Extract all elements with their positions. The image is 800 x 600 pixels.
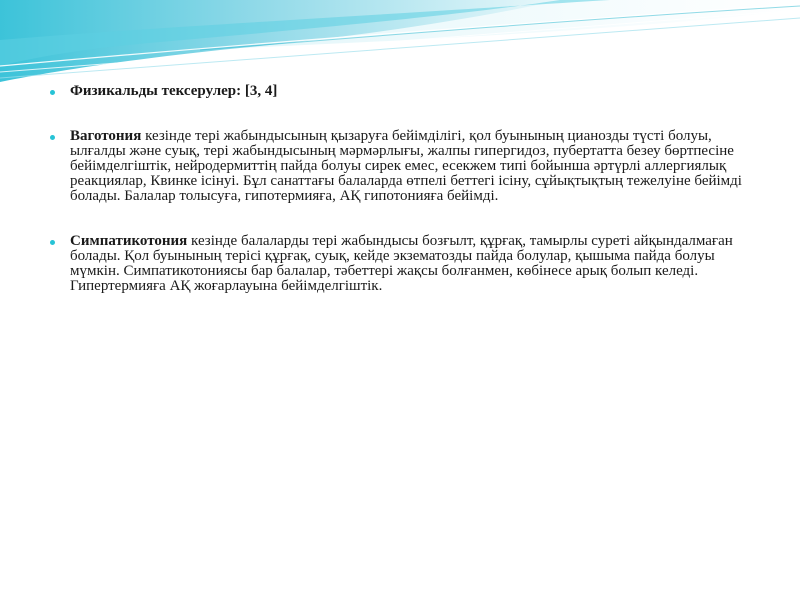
bullet-item-sympathicotonia [46, 234, 746, 294]
bullet-item-physical-exam [46, 84, 746, 99]
spacer [46, 219, 746, 234]
item-heading: Физикальды тексерулер: [3, 4] [70, 83, 278, 99]
item-text: кезінде балаларды тері жабындысы бозғылт, құрғақ, тамырлы суреті айқындалмаған болады. Қол буынының терісі құрғақ, суық, кейде экзематозды пайда болулар, қышыма пайда болуы мүмкін. Симпатикотониясы бар балалар, тәбеттері жақсы болғанмен, көбінесе арық болып келеді. Гипертермияға АҚ жоғарлауына бейімделгіштік. [70, 233, 733, 294]
item-heading: Симпатикотония [70, 233, 188, 249]
item-heading: Ваготония [70, 128, 142, 144]
bullet-icon [50, 90, 55, 95]
bullet-icon [50, 240, 55, 245]
bullet-item-vagotonia [46, 129, 746, 204]
spacer [46, 114, 746, 129]
item-paragraph [70, 129, 746, 204]
bullet-icon [50, 135, 55, 140]
item-paragraph [70, 234, 746, 294]
header-wave-decoration [0, 0, 800, 90]
item-paragraph [70, 84, 746, 99]
content-list [46, 84, 746, 309]
item-text: кезінде тері жабындысының қызаруға бейімділігі, қол буынының цианозды түсті болуы, ылғалды және суық, тері жабындысының мәрмәрлығы, жалпы гипергидоз, пубертатта безеу бөртпесіне бейімделгіштік, нейродермиттің пайда болуы сирек емес, есекжем типі бойынша әртүрлі аллергиялық реакциялар, Квинке ісінуі. Бұл санаттағы балаларда өтпелі беттегі ісіну, сұйықтықтың тежелуіне бейімді болады. Балалар толысуға, гипотермияға, АҚ гипотонияға бейімді. [70, 128, 742, 204]
